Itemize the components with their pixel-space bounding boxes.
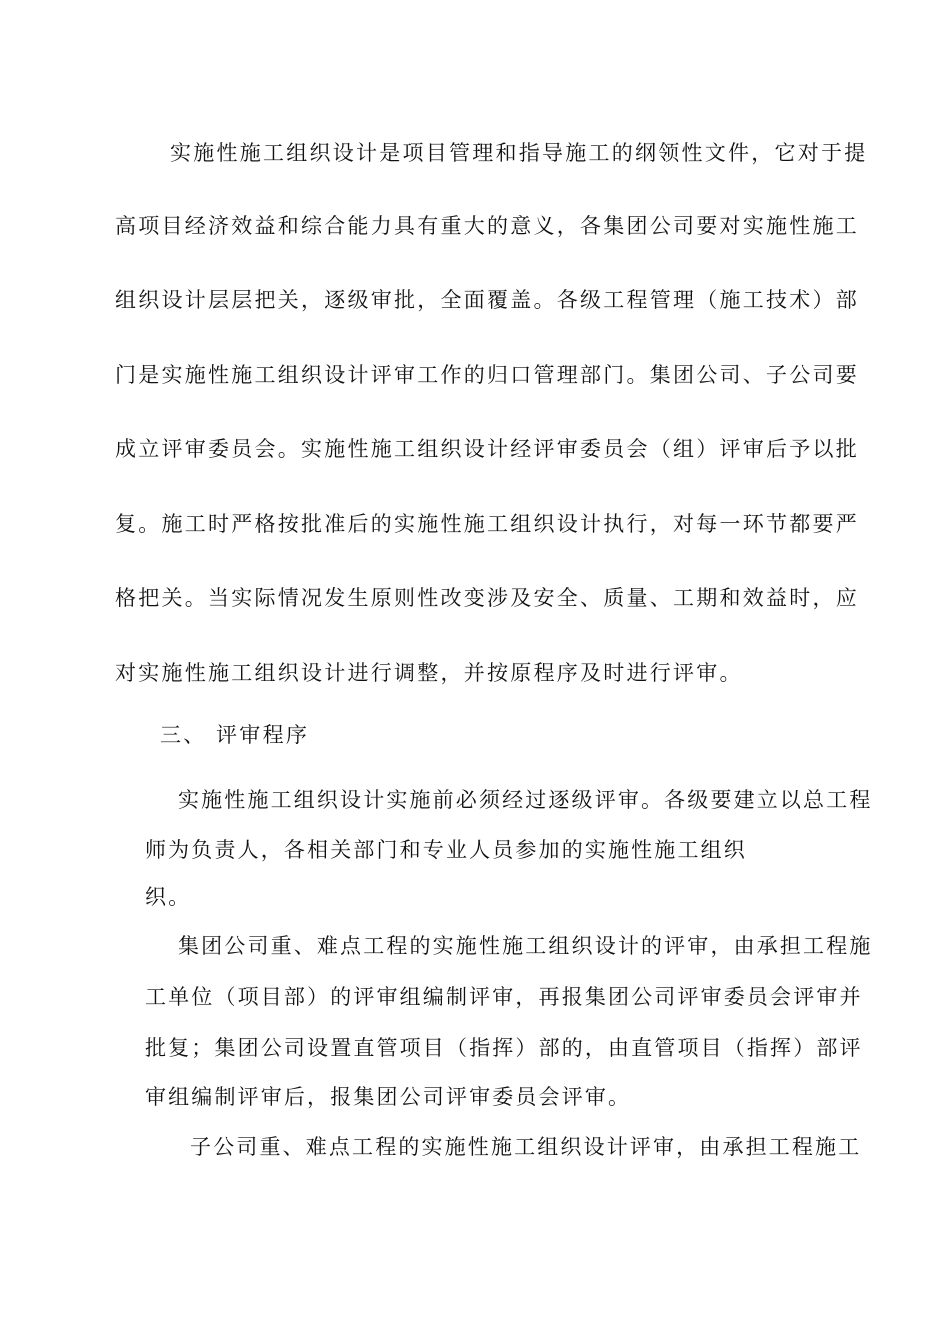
text-line: 子公司重、难点工程的实施性施工组织设计评审，由承担工程施工 <box>190 1135 862 1159</box>
text-line: 织。 <box>145 885 192 909</box>
text-line: 实施性施工组织设计实施前必须经过逐级评审。各级要建立以总工程 <box>178 788 873 812</box>
text-line: 复。施工时严格按批准后的实施性施工组织设计执行，对每一环节都要严 <box>115 512 859 536</box>
text-line: 成立评审委员会。实施性施工组织设计经评审委员会（组）评审后予以批 <box>115 437 859 461</box>
text-line: 集团公司重、难点工程的实施性施工组织设计的评审，由承担工程施 <box>178 934 873 958</box>
text-line: 对实施性施工组织设计进行调整，并按原程序及时进行评审。 <box>115 661 743 685</box>
text-line: 组织设计层层把关，逐级审批，全面覆盖。各级工程管理（施工技术）部 <box>115 288 859 312</box>
text-line: 门是实施性施工组织设计评审工作的归口管理部门。集团公司、子公司要 <box>115 363 859 387</box>
text-line: 批复；集团公司设置直管项目（指挥）部的，由直管项目（指挥）部评 <box>145 1036 863 1060</box>
text-line: 实施性施工组织设计是项目管理和指导施工的纲领性文件，它对于提 <box>170 141 868 165</box>
section-number: 三、 <box>160 723 207 747</box>
text-line: 高项目经济效益和综合能力具有重大的意义，各集团公司要对实施性施工 <box>115 214 859 238</box>
text-line: 师为负责人，各相关部门和专业人员参加的实施性施工组织 <box>145 838 747 862</box>
text-line: 审组编制评审后，报集团公司评审委员会评审。 <box>145 1085 632 1109</box>
section-title: 评审程序 <box>216 723 310 747</box>
text-line: 格把关。当实际情况发生原则性改变涉及安全、质量、工期和效益时，应 <box>115 586 859 610</box>
text-line: 工单位（项目部）的评审组编制评审，再报集团公司评审委员会评审并 <box>145 985 863 1009</box>
